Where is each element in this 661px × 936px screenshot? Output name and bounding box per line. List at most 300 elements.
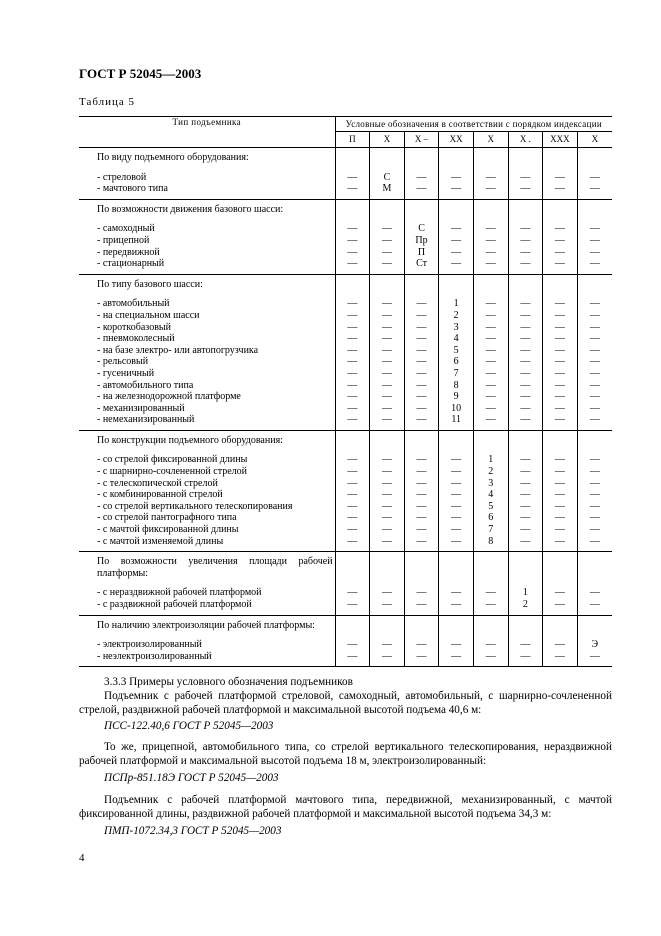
row-value: —	[473, 368, 508, 380]
row-label: - неэлектроизолированный	[79, 651, 335, 663]
row-value: —	[543, 524, 578, 536]
row-label: - рельсовый	[79, 356, 335, 368]
row-label: - автомобильный	[79, 298, 335, 310]
row-value: —	[508, 183, 543, 195]
row-value: —	[335, 310, 370, 322]
row-value: —	[370, 489, 405, 501]
row-value: —	[543, 639, 578, 651]
row-value: —	[543, 356, 578, 368]
row-value: —	[370, 322, 405, 334]
row-value: —	[335, 322, 370, 334]
row-value: —	[473, 639, 508, 651]
table-row	[79, 247, 612, 259]
column-header: Х	[473, 132, 508, 148]
row-label: - с раздвижной рабочей платформой	[79, 599, 335, 611]
row-label: - на базе электро- или автопогрузчика	[79, 345, 335, 357]
row-value: —	[543, 380, 578, 392]
row-value: 3	[473, 478, 508, 490]
row-value: —	[404, 368, 439, 380]
row-value: —	[473, 333, 508, 345]
table-row	[79, 651, 612, 663]
row-value: —	[439, 639, 474, 651]
row-value: —	[589, 298, 600, 310]
row-value: —	[473, 235, 508, 247]
row-value: —	[508, 524, 543, 536]
row-value: —	[589, 599, 600, 610]
row-value: —	[543, 466, 578, 478]
row-value: —	[589, 309, 600, 321]
table-row	[79, 235, 612, 247]
row-value: 8	[473, 536, 508, 548]
row-value: —	[404, 322, 439, 334]
row-value: —	[589, 183, 600, 195]
section-title: По виду подъемного оборудования:	[79, 148, 335, 166]
row-value: 1	[473, 454, 508, 466]
row-label: - короткобазовый	[79, 322, 335, 334]
row-value: —	[370, 368, 405, 380]
row-value: —	[589, 524, 600, 536]
section-title: По типу базового шасси:	[79, 274, 335, 292]
row-value: —	[370, 356, 405, 368]
example-2-designation: ПСПр-851.18Э ГОСТ Р 52045—2003	[104, 772, 279, 784]
row-value: —	[335, 380, 370, 392]
row-label: - со стрелой пантографного типа	[79, 512, 335, 524]
row-value: —	[335, 524, 370, 536]
row-value: —	[404, 333, 439, 345]
row-value: —	[508, 512, 543, 524]
row-value: —	[439, 524, 474, 536]
row-value: —	[439, 651, 474, 663]
row-value: —	[370, 235, 405, 247]
row-value: —	[589, 367, 600, 379]
row-value: —	[543, 345, 578, 357]
example-1-description: Подъемник с рабочей платформой стреловой, самоходный, автомобильный, с шарнирно-сочлененной стрелой, раздвижной рабочей платформой и максимальной высотой подъема 40,6 м:	[79, 690, 612, 716]
table-row	[79, 587, 612, 599]
row-value: —	[335, 183, 370, 195]
row-value: —	[543, 478, 578, 490]
table-row	[79, 639, 612, 651]
row-value: —	[404, 183, 439, 195]
section-heading: 3.3.3 Примеры условного обозначения подъемников	[104, 676, 353, 688]
row-label: - с телескопической стрелой	[79, 478, 335, 490]
row-value: —	[543, 247, 578, 259]
row-value: —	[473, 651, 508, 663]
row-label: - мачтового типа	[79, 183, 335, 195]
row-value: —	[508, 310, 543, 322]
row-value: 6	[439, 356, 474, 368]
row-value: 4	[439, 333, 474, 345]
row-label: - пневмоколесный	[79, 333, 335, 345]
row-label: - с комбинированной стрелой	[79, 489, 335, 501]
row-value: —	[543, 298, 578, 310]
row-value: —	[335, 247, 370, 259]
row-value: —	[439, 489, 474, 501]
row-value: —	[589, 587, 600, 599]
row-value: —	[370, 639, 405, 651]
row-value: —	[543, 258, 578, 270]
row-value: —	[589, 466, 600, 478]
row-value: —	[439, 258, 474, 270]
row-value: —	[473, 223, 508, 235]
table-row	[79, 322, 612, 334]
row-value: —	[404, 478, 439, 490]
row-value: —	[543, 391, 578, 403]
row-value: —	[404, 414, 439, 426]
row-value: —	[589, 402, 600, 414]
row-value: —	[335, 536, 370, 548]
row-value: —	[439, 172, 474, 184]
table-row	[79, 223, 612, 235]
section-title: По наличию электроизоляции рабочей платформы:	[79, 615, 335, 633]
row-value: 5	[439, 345, 474, 357]
row-value: 1	[439, 298, 474, 310]
row-value: —	[335, 368, 370, 380]
row-value: —	[370, 478, 405, 490]
row-value: —	[335, 403, 370, 415]
row-label: - на специальном шасси	[79, 310, 335, 322]
row-value: —	[404, 524, 439, 536]
column-header: Х –	[404, 132, 439, 148]
row-label: - со стрелой фиксированной длины	[79, 454, 335, 466]
row-value: —	[589, 246, 600, 258]
row-value: —	[508, 639, 543, 651]
row-value: —	[543, 454, 578, 466]
row-value: Ст	[404, 258, 439, 270]
row-value: —	[508, 333, 543, 345]
row-value: —	[404, 391, 439, 403]
row-value: 5	[473, 501, 508, 513]
row-value: —	[404, 403, 439, 415]
row-value: —	[370, 247, 405, 259]
row-value: —	[508, 501, 543, 513]
section-title: По возможности движения базового шасси:	[79, 199, 335, 217]
table-row	[79, 172, 612, 184]
row-value: —	[543, 310, 578, 322]
row-value: —	[370, 298, 405, 310]
row-value: —	[439, 599, 474, 611]
row-value: —	[439, 223, 474, 235]
row-label: - стреловой	[79, 172, 335, 184]
row-value: —	[543, 587, 578, 599]
row-label: - самоходный	[79, 223, 335, 235]
row-value: —	[508, 258, 543, 270]
row-value: —	[370, 258, 405, 270]
column-header: Х	[577, 132, 612, 148]
row-value: —	[589, 391, 600, 403]
row-value: —	[508, 536, 543, 548]
table-row	[79, 489, 612, 501]
table-row	[79, 298, 612, 310]
conditions-header: Условные обозначения в соответствии с порядком индексации	[335, 117, 612, 132]
row-value: —	[473, 391, 508, 403]
row-value: —	[543, 414, 578, 426]
column-header: Х	[370, 132, 405, 148]
row-value: —	[335, 298, 370, 310]
table-row	[79, 368, 612, 380]
table-caption: Таблица 5	[79, 96, 136, 108]
document-header: ГОСТ Р 52045—2003	[79, 66, 202, 81]
row-value: 8	[439, 380, 474, 392]
row-value: —	[370, 454, 405, 466]
row-value: —	[370, 599, 405, 611]
row-value: —	[589, 356, 600, 368]
row-value: —	[370, 512, 405, 524]
row-value: —	[589, 171, 600, 183]
row-value: —	[439, 478, 474, 490]
row-value: 3	[439, 322, 474, 334]
row-value: —	[589, 477, 600, 489]
row-value: —	[508, 414, 543, 426]
row-value: —	[589, 650, 600, 662]
row-value: 4	[473, 489, 508, 501]
row-label: - автомобильного типа	[79, 380, 335, 392]
example-3-description: Подъемник с рабочей платформой мачтового типа, передвижной, механизированный, с мачтой фиксированной длины, раздвижной рабочей платформой и максимальной высотой подъема 34,3 м:	[79, 794, 612, 820]
row-value: 10	[439, 403, 474, 415]
row-label: - прицепной	[79, 235, 335, 247]
row-value: —	[370, 524, 405, 536]
row-value: —	[589, 258, 600, 270]
row-value: —	[543, 235, 578, 247]
row-value: —	[543, 183, 578, 195]
row-value: —	[439, 183, 474, 195]
row-value: —	[335, 478, 370, 490]
row-value: —	[589, 454, 600, 466]
row-value: —	[543, 599, 578, 611]
row-value: —	[473, 172, 508, 184]
row-value: —	[370, 501, 405, 513]
row-value: —	[508, 651, 543, 663]
row-value: —	[335, 223, 370, 235]
row-value: —	[508, 322, 543, 334]
row-value: —	[404, 466, 439, 478]
row-value: —	[439, 454, 474, 466]
row-value: —	[589, 321, 600, 333]
row-value: —	[335, 391, 370, 403]
row-value: Пр	[404, 235, 439, 247]
row-value: —	[370, 536, 405, 548]
row-value: —	[404, 310, 439, 322]
row-value: —	[508, 478, 543, 490]
row-value: —	[439, 512, 474, 524]
example-2-description: То же, прицепной, автомобильного типа, со стрелой вертикального телескопирования, нераздвижной рабочей платформой и максимальной высотой подъема 18 м, электроизолированный:	[79, 741, 612, 767]
row-value: —	[473, 345, 508, 357]
row-value: —	[404, 536, 439, 548]
row-label: - на железнодорожной платформе	[79, 391, 335, 403]
row-value: —	[404, 587, 439, 599]
row-value: —	[370, 310, 405, 322]
row-value: —	[473, 380, 508, 392]
row-value: —	[335, 512, 370, 524]
table-row	[79, 536, 612, 548]
table-row	[79, 512, 612, 524]
row-value: —	[543, 223, 578, 235]
row-value: —	[404, 639, 439, 651]
row-value: —	[335, 258, 370, 270]
row-value: 11	[439, 414, 474, 426]
row-value: —	[508, 172, 543, 184]
row-value: М	[370, 183, 405, 195]
row-value: —	[404, 454, 439, 466]
row-value: —	[543, 536, 578, 548]
row-value: —	[589, 414, 600, 426]
row-value: —	[370, 651, 405, 663]
row-label: - с шарнирно-сочлененной стрелой	[79, 466, 335, 478]
row-label: - передвижной	[79, 247, 335, 259]
row-value: —	[473, 258, 508, 270]
row-value: —	[543, 403, 578, 415]
row-value: —	[335, 651, 370, 663]
row-value: —	[370, 380, 405, 392]
table-row	[79, 380, 612, 392]
row-value: —	[335, 489, 370, 501]
row-value: —	[473, 183, 508, 195]
row-value: —	[439, 587, 474, 599]
table-row	[79, 454, 612, 466]
row-value: —	[335, 501, 370, 513]
row-value: —	[508, 466, 543, 478]
row-value: —	[589, 500, 600, 512]
section-title: По возможности увеличения площади рабочей платформы:	[79, 552, 335, 582]
row-value: —	[335, 599, 370, 611]
row-value: —	[370, 587, 405, 599]
table-row	[79, 333, 612, 345]
table-row	[79, 414, 612, 426]
row-label: - со стрелой вертикального телескопирования	[79, 501, 335, 513]
row-value: —	[508, 356, 543, 368]
row-value: —	[543, 651, 578, 663]
row-value: —	[439, 501, 474, 513]
row-value: —	[508, 368, 543, 380]
example-1-designation: ПСС-122.40,6 ГОСТ Р 52045—2003	[104, 720, 274, 732]
table-row	[79, 391, 612, 403]
row-value: 7	[439, 368, 474, 380]
row-value: —	[404, 489, 439, 501]
row-value: —	[404, 298, 439, 310]
row-value: —	[370, 414, 405, 426]
column-header: ХХХ	[543, 132, 578, 148]
row-value: —	[543, 489, 578, 501]
row-value: —	[473, 414, 508, 426]
row-value: —	[335, 345, 370, 357]
table-row	[79, 466, 612, 478]
row-value: —	[543, 322, 578, 334]
row-value: —	[335, 466, 370, 478]
section-title: По конструкции подъемного оборудования:	[79, 430, 335, 448]
row-value: —	[508, 403, 543, 415]
type-header: Тип подъемника	[79, 117, 335, 148]
table-row	[79, 183, 612, 195]
row-value: —	[335, 587, 370, 599]
row-value: 2	[439, 310, 474, 322]
row-value: —	[508, 298, 543, 310]
row-value: —	[589, 489, 600, 501]
row-value: —	[473, 599, 508, 611]
row-value: 1	[508, 587, 543, 599]
row-value: —	[473, 356, 508, 368]
row-value: —	[508, 235, 543, 247]
row-label: - с мачтой фиксированной длины	[79, 524, 335, 536]
row-value: —	[335, 333, 370, 345]
row-value: —	[404, 172, 439, 184]
row-value: —	[589, 379, 600, 391]
table-row	[79, 345, 612, 357]
row-value: —	[543, 333, 578, 345]
row-value: —	[473, 322, 508, 334]
row-value: —	[335, 356, 370, 368]
row-value: —	[508, 345, 543, 357]
column-header: П	[335, 132, 370, 148]
table-row	[79, 356, 612, 368]
row-value: 7	[473, 524, 508, 536]
row-value: С	[404, 223, 439, 235]
row-value: —	[508, 247, 543, 259]
row-value: —	[370, 345, 405, 357]
row-value: —	[370, 403, 405, 415]
row-value: —	[589, 234, 600, 246]
row-value: С	[370, 172, 405, 184]
row-value: —	[589, 535, 600, 547]
row-value: —	[589, 223, 600, 235]
row-value: —	[404, 356, 439, 368]
table-row	[79, 258, 612, 270]
row-value: —	[404, 651, 439, 663]
row-value: —	[508, 380, 543, 392]
row-value: Э	[591, 639, 599, 651]
column-header: Х .	[508, 132, 543, 148]
table-row	[79, 310, 612, 322]
row-value: —	[439, 466, 474, 478]
row-value: —	[473, 587, 508, 599]
row-value: —	[473, 403, 508, 415]
row-value: —	[508, 489, 543, 501]
row-value: —	[370, 391, 405, 403]
row-value: —	[473, 298, 508, 310]
row-value: —	[335, 639, 370, 651]
table-row	[79, 524, 612, 536]
row-value: —	[439, 536, 474, 548]
row-value: —	[543, 172, 578, 184]
row-label: - с мачтой изменяемой длины	[79, 536, 335, 548]
page-number: 4	[79, 852, 85, 864]
row-value: —	[543, 368, 578, 380]
row-value: —	[508, 454, 543, 466]
row-value: —	[543, 501, 578, 513]
row-value: 6	[473, 512, 508, 524]
row-value: —	[439, 235, 474, 247]
row-value: —	[404, 501, 439, 513]
row-value: —	[335, 235, 370, 247]
row-value: —	[404, 345, 439, 357]
row-label: - с нераздвижной рабочей платформой	[79, 587, 335, 599]
row-value: —	[439, 247, 474, 259]
row-value: —	[335, 414, 370, 426]
column-header: ХХ	[439, 132, 474, 148]
row-value: —	[370, 223, 405, 235]
row-value: —	[370, 466, 405, 478]
table-row	[79, 501, 612, 513]
row-value: П	[404, 247, 439, 259]
row-label: - стационарный	[79, 258, 335, 270]
row-value: —	[508, 391, 543, 403]
row-value: —	[589, 344, 600, 356]
row-value: —	[589, 333, 600, 345]
row-value: —	[404, 380, 439, 392]
row-value: —	[473, 310, 508, 322]
table-row	[79, 403, 612, 415]
row-label: - немеханизированный	[79, 414, 335, 426]
example-3-designation: ПМП-1072.34,3 ГОСТ Р 52045—2003	[104, 825, 282, 837]
row-value: —	[404, 512, 439, 524]
